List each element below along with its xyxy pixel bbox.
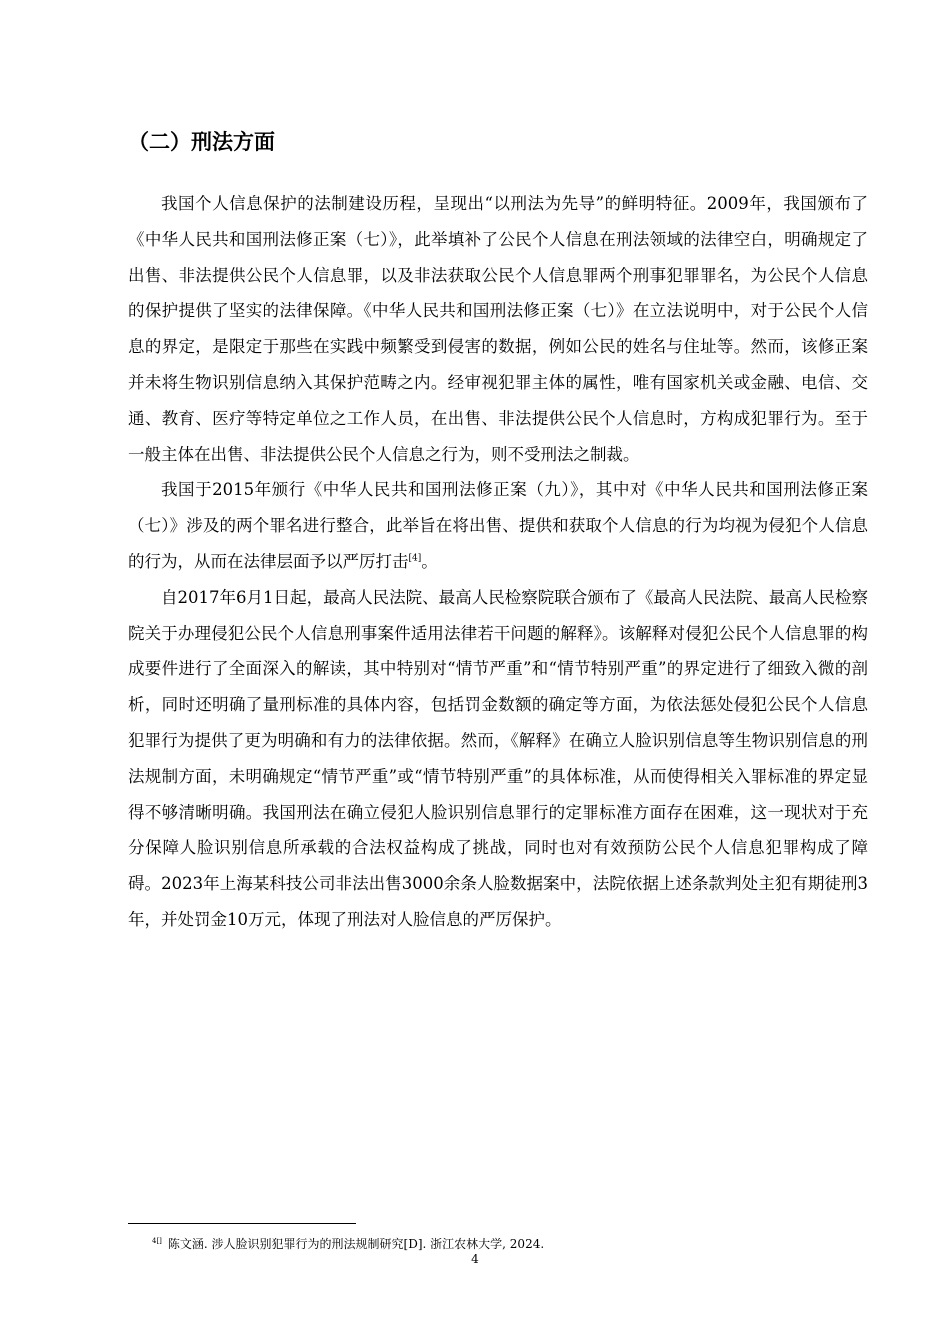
body-text xyxy=(128,186,868,938)
paragraph-3 xyxy=(128,580,868,938)
paragraph-2-tail: 。 xyxy=(421,551,438,571)
paragraph-1-text: 我国个人信息保护的法制建设历程，呈现出“以刑法为先导”的鲜明特征。2009年，我国颁布了《中华人民共和国刑法修正案（七）》，此举填补了公民个人信息在刑法领域的法律空白，明确规定了出售、非法提供公民个人信息罪，以及非法获取公民个人信息罪两个刑事犯罪罪名，为公民个人信息的保护提供了坚实的法律保障。《中华人民共和国刑法修正案（七）》在立法说明中，对于公民个人信息的界定，是限定于那些在实践中频繁受到侵害的数据，例如公民的姓名与住址等。然而，该修正案并未将生物识别信息纳入其保护范畴之内。经审视犯罪主体的属性，唯有国家机关或金融、电信、交通、教育、医疗等特定单位之工作人员，在出售、非法提供公民个人信息时，方构成犯罪行为。至于一般主体在出售、非法提供公民个人信息之行为，则不受刑法之制裁。 xyxy=(128,194,868,464)
paragraph-2 xyxy=(128,472,868,579)
page-number: 4 xyxy=(471,1252,479,1266)
paragraph-3-text: 自2017年6月1日起，最高人民法院、最高人民检察院联合颁布了《最高人民法院、最高人民检察院关于办理侵犯公民个人信息刑事案件适用法律若干问题的解释》。该解释对侵犯公民个人信息罪的构成要件进行了全面深入的解读，其中特别对“情节严重”和“情节特别严重”的界定进行了细致入微的剖析，同时还明确了量刑标准的具体内容，包括罚金数额的确定等方面，为依法惩处侵犯公民个人信息犯罪行为提供了更为明确和有力的法律依据。然而，《解释》在确立人脸识别信息等生物识别信息的刑法规制方面，未明确规定“情节严重”或“情节特别严重”的具体标准，从而使得相关入罪标准的界定显得不够清晰明确。我国刑法在确立侵犯人脸识别信息罪行的定罪标准方面存在困难，这一现状对于充分保障人脸识别信息所承载的合法权益构成了挑战，同时也对有效预防公民个人信息犯罪构成了障碍。2023年上海某科技公司非法出售3000余条人脸数据案中，法院依据上述条款判处主犯有期徒刑3年，并处罚金10万元，体现了刑法对人脸信息的严厉保护。 xyxy=(128,587,868,929)
section-heading: （二）刑法方面 xyxy=(128,130,275,154)
citation-marker[interactable]: [4] xyxy=(408,553,422,564)
footnote-separator xyxy=(128,1223,356,1224)
paragraph-2-text: 我国于2015年颁行《中华人民共和国刑法修正案（九）》，其中对《中华人民共和国刑法修正案（七）》涉及的两个罪名进行整合，此举旨在将出售、提供和获取个人信息的行为均视为侵犯个人信息的行为，从而在法律层面予以严厉打击 xyxy=(128,480,868,571)
footnote-mark: 4[] xyxy=(152,1237,162,1245)
footnote-text: 陈文涵. 涉人脸识别犯罪行为的刑法规制研究[D]. 浙江农林大学, 2024. xyxy=(167,1237,545,1251)
paragraph-1 xyxy=(128,186,868,472)
